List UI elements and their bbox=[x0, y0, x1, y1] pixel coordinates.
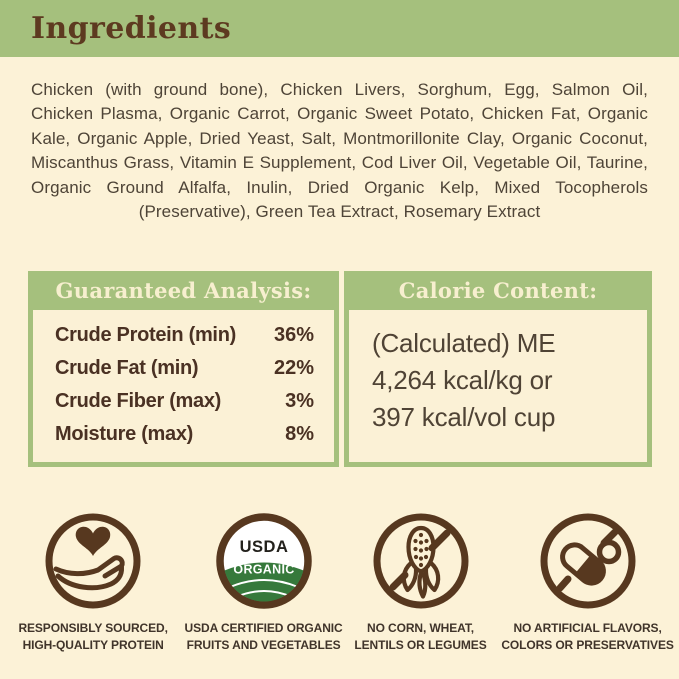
guaranteed-analysis-table bbox=[33, 310, 334, 462]
calorie-line: 397 kcal/vol cup bbox=[372, 402, 556, 433]
row-label: Crude Fat (min) bbox=[55, 357, 199, 380]
table-row bbox=[55, 357, 314, 380]
calorie-content-title: Calorie Content: bbox=[398, 278, 598, 304]
row-value: 3% bbox=[285, 390, 314, 413]
badge-caption: RESPONSIBLY SOURCED, HIGH-QUALITY PROTEIN bbox=[18, 621, 168, 653]
calorie-content-text bbox=[349, 310, 647, 462]
row-label: Crude Fiber (max) bbox=[55, 390, 222, 413]
calorie-line: (Calculated) ME bbox=[372, 328, 556, 359]
badge-caption: NO CORN, WHEAT, LENTILS OR LEGUMES bbox=[354, 621, 487, 653]
row-value: 22% bbox=[273, 357, 314, 380]
seal-top-text: USDA bbox=[239, 538, 288, 557]
usda-organic-seal-icon bbox=[214, 511, 314, 611]
badge-caption: NO ARTIFICIAL FLAVORS, COLORS OR PRESERVATIVES bbox=[501, 621, 674, 653]
badge-usda-organic bbox=[184, 511, 343, 654]
table-row bbox=[55, 390, 314, 413]
calorie-content-panel bbox=[344, 271, 652, 467]
no-pills-icon bbox=[538, 511, 638, 611]
badge-no-additives bbox=[498, 511, 677, 654]
table-row bbox=[55, 423, 314, 446]
guaranteed-analysis-panel bbox=[28, 271, 339, 467]
guaranteed-analysis-title: Guaranteed Analysis: bbox=[55, 278, 312, 304]
row-value: 36% bbox=[273, 324, 314, 347]
heart-in-hand-icon bbox=[43, 511, 143, 611]
calorie-line: 4,264 kcal/kg or bbox=[372, 365, 553, 396]
ingredients-paragraph: Chicken (with ground bone), Chicken Livers, Sorghum, Egg, Salmon Oil, Chicken Plasma, Organic Carrot, Organic Sweet Potato, Chicken Fat, Organic Kale, Organic Apple, Dried Yeast, Salt, Montmorillonite Clay, Organic Coconut, Miscanthus Grass, Vitamin E Supplement, Cod Liver Oil, Vegetable Oil, Taurine, Organic Ground Alfalfa, Inulin, Dried Organic Kelp, Mixed Tocopherols (Preservative), Green Tea Extract, Rosemary Extract bbox=[31, 80, 648, 222]
page-title: Ingredients bbox=[31, 11, 232, 46]
row-label: Crude Protein (min) bbox=[55, 324, 236, 347]
badge-responsibly-sourced bbox=[2, 511, 184, 654]
certification-badges bbox=[0, 511, 679, 654]
title-bar bbox=[0, 0, 679, 57]
row-value: 8% bbox=[285, 423, 314, 446]
badge-no-corn bbox=[343, 511, 498, 654]
analysis-panels bbox=[28, 271, 652, 467]
table-row bbox=[55, 324, 314, 347]
row-label: Moisture (max) bbox=[55, 423, 194, 446]
badge-caption: USDA CERTIFIED ORGANIC FRUITS AND VEGETABLES bbox=[184, 621, 343, 653]
no-corn-icon bbox=[371, 511, 471, 611]
seal-bottom-text: ORGANIC bbox=[232, 562, 295, 577]
